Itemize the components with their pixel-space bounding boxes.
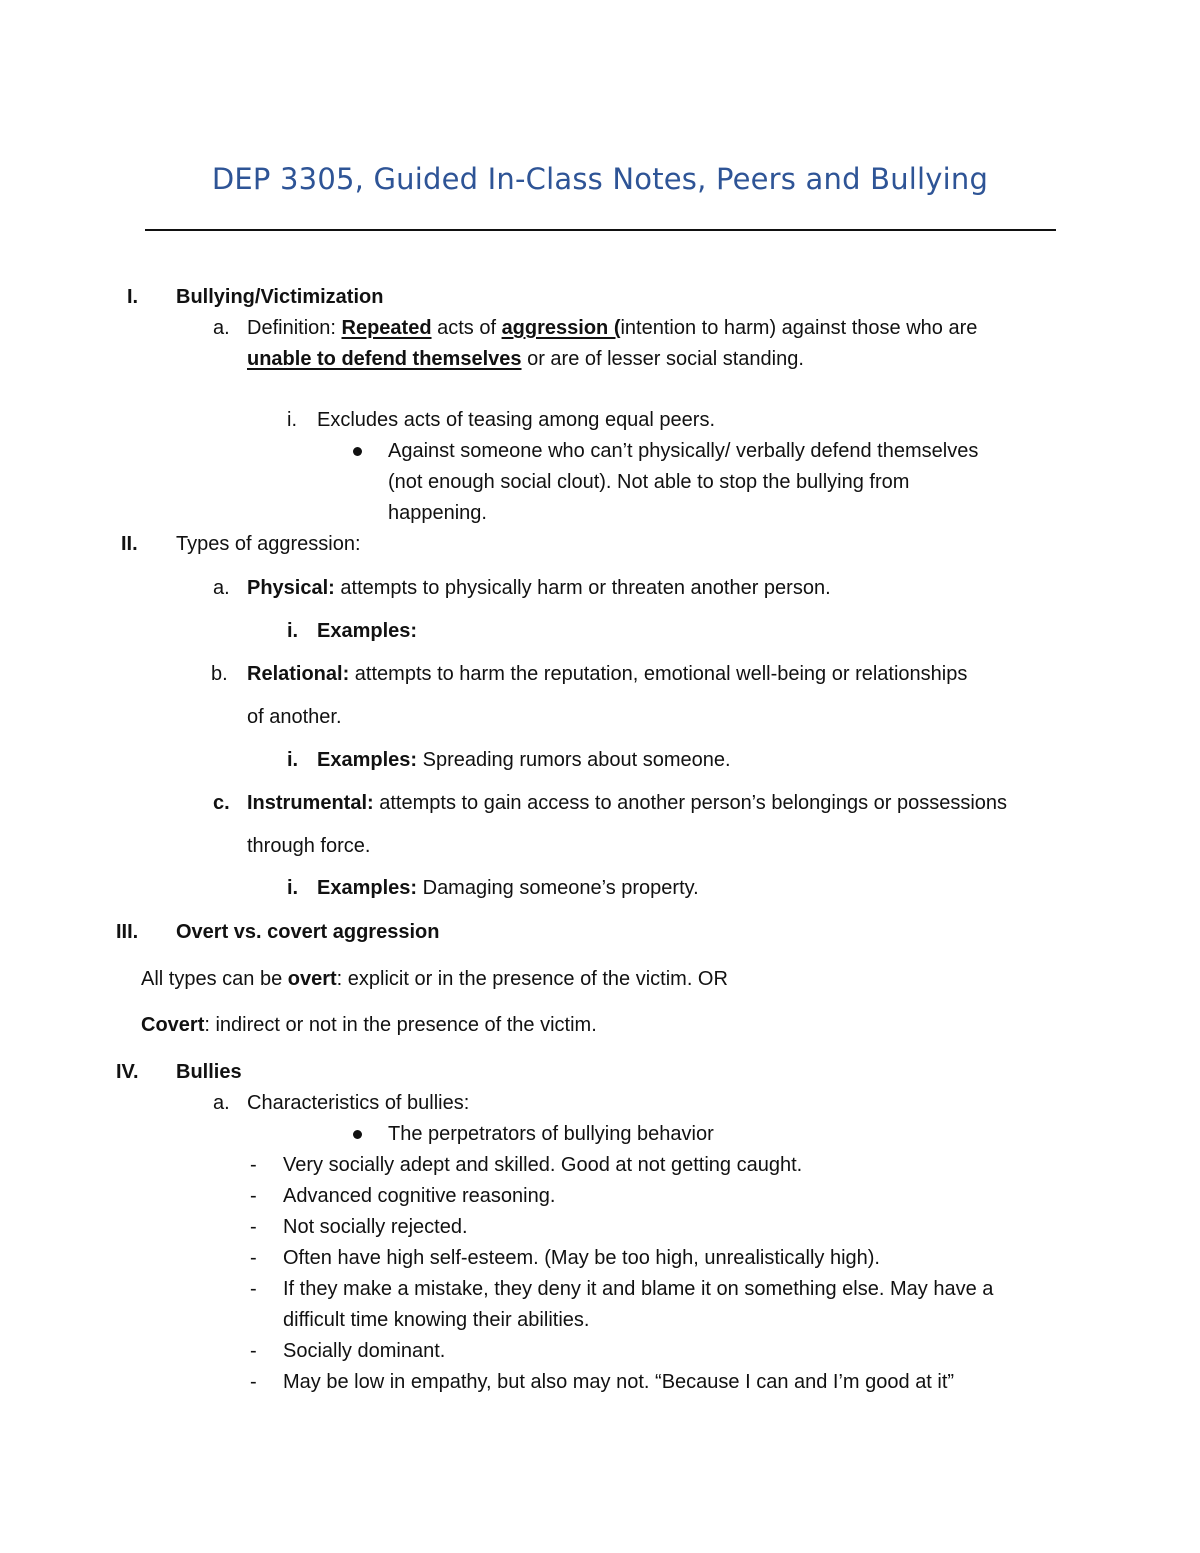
physical-text: attempts to physically harm or threaten another person.: [334, 577, 831, 599]
relational-examples: [317, 745, 731, 776]
bullet-icon: [353, 447, 362, 456]
list-item: Socially dominant.: [283, 1340, 446, 1362]
instrumental-examples-label: Examples:: [317, 877, 418, 899]
physical-examples-marker: i.: [287, 620, 299, 642]
list-item: Often have high self-esteem. (May be too high, unrealistically high).: [283, 1247, 880, 1269]
dash-marker: -: [250, 1185, 257, 1207]
list-item: If they make a mistake, they deny it and blame it on something else. May have a: [283, 1278, 994, 1300]
dash-marker: -: [250, 1340, 257, 1362]
section-1-i-text: Excludes acts of teasing among equal peers.: [317, 409, 716, 431]
term-repeated: Repeated: [341, 317, 432, 339]
bullet-text-line-1: Against someone who can’t physically/ verbally defend themselves: [388, 440, 979, 462]
instrumental-examples-text: Damaging someone’s property.: [417, 877, 699, 899]
bullet-text-line-2: (not enough social clout). Not able to stop the bullying from: [388, 471, 910, 493]
physical-line: [247, 573, 831, 604]
section-2-heading: Types of aggression:: [176, 533, 361, 555]
instrumental-line-2: through force.: [247, 835, 371, 857]
section-4-a-marker: a.: [213, 1092, 230, 1114]
dash-marker: -: [250, 1154, 257, 1176]
bullet-icon: [353, 1130, 362, 1139]
definition-label: Definition:: [247, 317, 342, 339]
instrumental-text-1: attempts to gain access to another person’s belongings or possessions: [373, 792, 1008, 814]
definition-text-2: intention to harm) against those who are: [620, 317, 978, 339]
overt-term: overt: [287, 968, 337, 990]
relational-examples-marker: i.: [287, 749, 299, 771]
section-1-heading: Bullying/Victimization: [176, 286, 384, 308]
definition-text-3: or are of lesser social standing.: [521, 348, 804, 370]
section-1-number: I.: [127, 286, 139, 308]
term-aggression: aggression (: [501, 317, 621, 339]
relational-line-2: of another.: [247, 706, 342, 728]
list-item: Advanced cognitive reasoning.: [283, 1185, 556, 1207]
relational-examples-text: Spreading rumors about someone.: [417, 749, 731, 771]
section-2-b-marker: b.: [211, 663, 228, 685]
section-2-c-marker: c.: [213, 792, 230, 814]
instrumental-examples: [317, 873, 699, 904]
relational-line-1: [247, 659, 967, 690]
list-item: Not socially rejected.: [283, 1216, 468, 1238]
overt-pre: All types can be: [141, 968, 288, 990]
section-1-a-marker: a.: [213, 317, 230, 339]
covert-post: : indirect or not in the presence of the victim.: [204, 1014, 597, 1036]
definition-text-1: acts of: [431, 317, 502, 339]
list-item-continuation: difficult time knowing their abilities.: [283, 1309, 590, 1331]
overt-paragraph: [141, 964, 728, 995]
instrumental-line-1: [247, 788, 1007, 819]
dash-marker: -: [250, 1216, 257, 1238]
perpetrators-bullet: The perpetrators of bullying behavior: [388, 1123, 714, 1145]
list-item: Very socially adept and skilled. Good at not getting caught.: [283, 1154, 803, 1176]
characteristics-heading: Characteristics of bullies:: [247, 1092, 470, 1114]
definition-line-2: [247, 344, 804, 375]
section-3-heading: Overt vs. covert aggression: [176, 921, 440, 943]
relational-text-1: attempts to harm the reputation, emotional well-being or relationships: [349, 663, 968, 685]
relational-examples-label: Examples:: [317, 749, 418, 771]
dash-marker: -: [250, 1278, 257, 1300]
section-4-number: IV.: [116, 1061, 139, 1083]
overt-post: : explicit or in the presence of the victim. OR: [336, 968, 728, 990]
relational-label: Relational:: [247, 663, 350, 685]
term-unable-to-defend: unable to defend themselves: [247, 348, 522, 370]
section-2-number: II.: [121, 533, 138, 555]
covert-term: Covert: [141, 1014, 205, 1036]
bullet-text-line-3: happening.: [388, 502, 487, 524]
document-title: DEP 3305, Guided In-Class Notes, Peers and Bullying: [211, 162, 989, 196]
section-4-heading: Bullies: [176, 1061, 242, 1083]
section-2-a-marker: a.: [213, 577, 230, 599]
title-divider: [145, 229, 1056, 231]
section-1-i-marker: i.: [287, 409, 297, 431]
instrumental-label: Instrumental:: [247, 792, 374, 814]
list-item: May be low in empathy, but also may not. “Because I can and I’m good at it”: [283, 1371, 955, 1393]
instrumental-examples-marker: i.: [287, 877, 299, 899]
physical-label: Physical:: [247, 577, 335, 599]
physical-examples-label: Examples:: [317, 620, 418, 642]
covert-paragraph: [141, 1010, 597, 1041]
definition-line-1: [247, 313, 977, 344]
dash-marker: -: [250, 1247, 257, 1269]
section-3-number: III.: [116, 921, 139, 943]
dash-marker: -: [250, 1371, 257, 1393]
